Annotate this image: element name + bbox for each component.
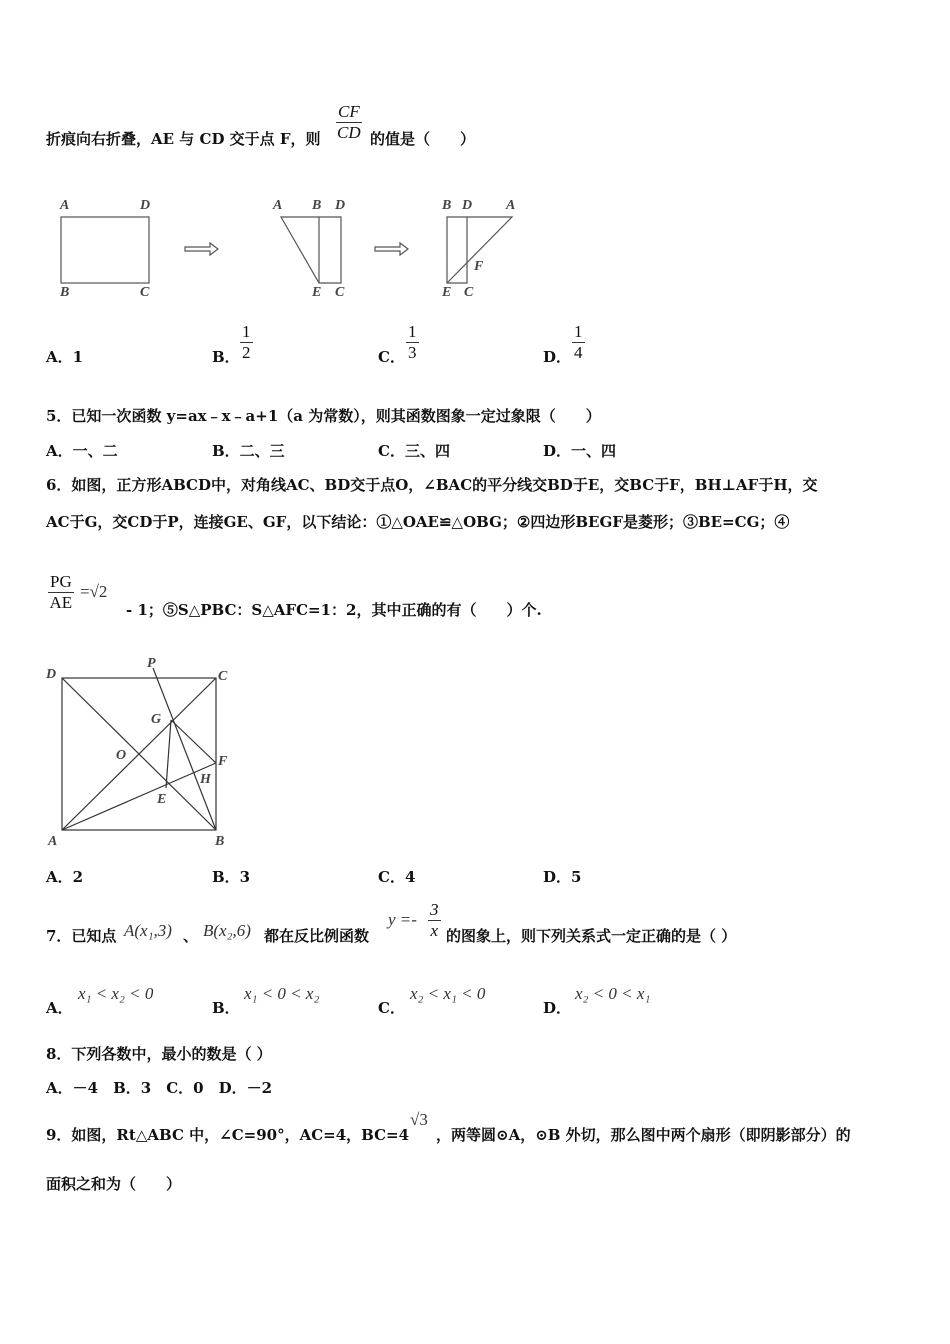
q7-option-d-expr: x₂ < 0 < x₁ [575, 984, 651, 1003]
label-b: B [215, 834, 225, 849]
q4-frac-num: CF [338, 102, 360, 121]
q9-sqrt: √3 [410, 1110, 428, 1129]
label: A [506, 198, 516, 213]
q9-stem-b: ，两等圆⊙A，⊙B 外切，那么图中两个扇形（即阴影部分）的 [436, 1126, 851, 1144]
q6-fraction [48, 572, 74, 613]
num: 3 [430, 900, 439, 919]
label-e: E [157, 792, 167, 807]
q4-option-d-label[interactable]: D． [543, 348, 572, 366]
den: AE [49, 593, 73, 612]
q7-option-a-label[interactable]: A． [46, 999, 73, 1017]
q7-stem-b: 都在反比例函数 [264, 927, 370, 945]
q4-option-c-fraction [406, 322, 419, 363]
q7-option-d-label[interactable]: D． [543, 999, 572, 1017]
den: x [430, 921, 439, 940]
q6-line3: - 1；⑤S△PBC：S△AFC=1：2，其中正确的有（ ）个. [126, 601, 542, 619]
arrow-icon [185, 243, 218, 255]
q9-line2: 面积之和为（ ） [46, 1175, 182, 1193]
q7-option-b-expr: x₁ < 0 < x₂ [244, 984, 320, 1003]
label-g: G [151, 712, 162, 727]
label: C [140, 285, 150, 300]
q6-line1: 6．如图，正方形ABCD中，对角线AC、BD交于点O，∠BAC的平分线交BD于E，交BC于F，BH⊥AF于H，交 [46, 476, 818, 494]
arrow-icon [375, 243, 408, 255]
q6-eq: =√2 [80, 582, 108, 601]
q8-options[interactable]: A．－4 B．3 C．0 D．－2 [46, 1079, 273, 1097]
q9-stem-a: 9．如图，Rt△ABC 中，∠C=90°，AC=4，BC=4 [46, 1126, 410, 1144]
label: C [335, 285, 345, 300]
label: B [312, 198, 322, 213]
label: A [60, 198, 70, 213]
q7-option-c-expr: x₂ < x₁ < 0 [410, 984, 486, 1003]
den: 2 [242, 343, 251, 362]
q4-option-b-fraction [240, 322, 253, 363]
q4-stem-a: 折痕向右折叠，AE 与 CD 交于点 F，则 [46, 130, 321, 148]
label-h: H [200, 772, 211, 787]
q7-stem-a: 7．已知点 [46, 927, 117, 945]
q5-option-d[interactable]: D．一、四 [543, 442, 617, 460]
option-label: A． [46, 348, 73, 366]
den: 3 [408, 343, 417, 362]
q5-option-a[interactable]: A．一、二 [46, 442, 118, 460]
label-c: C [218, 669, 228, 684]
q7-stem-c: 的图象上，则下列关系式一定正确的是（ ） [446, 927, 737, 945]
label: A [273, 198, 283, 213]
q5-option-b[interactable]: B．二、三 [212, 442, 285, 460]
fold1-shape [281, 217, 341, 283]
label: D [462, 198, 473, 213]
label-o: O [116, 748, 127, 763]
q7-fn-fraction [428, 900, 441, 941]
num: PG [50, 572, 72, 591]
q7-option-b-label[interactable]: B． [212, 999, 240, 1017]
q6-option-d[interactable]: D．5 [543, 868, 582, 886]
rect-abcd [61, 217, 149, 283]
den: 4 [574, 343, 583, 362]
q6-line2: AC于G，交CD于P，连接GE、GF，以下结论：①△OAE≌△OBG；②四边形BEGF是菱形；③BE=CG；④ [46, 513, 790, 531]
q5-option-c[interactable]: C．三、四 [378, 442, 450, 460]
label-p: P [147, 656, 156, 671]
q6-option-a[interactable]: A．2 [46, 868, 84, 886]
q6-square-figure [40, 650, 240, 850]
q6-option-b[interactable]: B．3 [212, 868, 251, 886]
q4-fraction [336, 102, 362, 143]
q4-folding-figure [40, 190, 540, 305]
q4-frac-den: CD [337, 123, 361, 142]
label: B [60, 285, 70, 300]
num: 1 [408, 322, 417, 341]
label: D [140, 198, 151, 213]
label: E [312, 285, 322, 300]
q7-fn: y =- [388, 910, 417, 929]
label: E [442, 285, 452, 300]
label: D [335, 198, 346, 213]
label: C [464, 285, 474, 300]
num: 1 [574, 322, 583, 341]
q7-point-a: A(x₁,3) [124, 921, 172, 940]
label-a: A [48, 834, 58, 849]
q4-stem-b: 的值是（ ） [370, 130, 476, 148]
label: B [442, 198, 452, 213]
q7-point-b: B(x₂,6) [203, 921, 251, 940]
q7-option-c-label[interactable]: C． [378, 999, 405, 1017]
q4-option-b-label[interactable]: B． [212, 348, 240, 366]
label-f: F [218, 754, 228, 769]
label: F [474, 259, 484, 274]
option-value: 1 [72, 348, 84, 366]
q8-stem: 8．下列各数中，最小的数是（ ） [46, 1045, 272, 1063]
num: 1 [242, 322, 251, 341]
q7-option-a-expr: x₁ < x₂ < 0 [78, 984, 154, 1003]
q7-sep: 、 [183, 927, 199, 945]
q6-option-c[interactable]: C．4 [378, 868, 416, 886]
q4-option-a[interactable] [46, 346, 83, 367]
q4-option-d-fraction [572, 322, 585, 363]
q4-option-c-label[interactable]: C． [378, 348, 405, 366]
q5-stem: 5．已知一次函数 y=ax﹣x﹣a+1（a 为常数），则其函数图象一定过象限（ ） [46, 407, 601, 425]
label-d: D [46, 667, 57, 682]
